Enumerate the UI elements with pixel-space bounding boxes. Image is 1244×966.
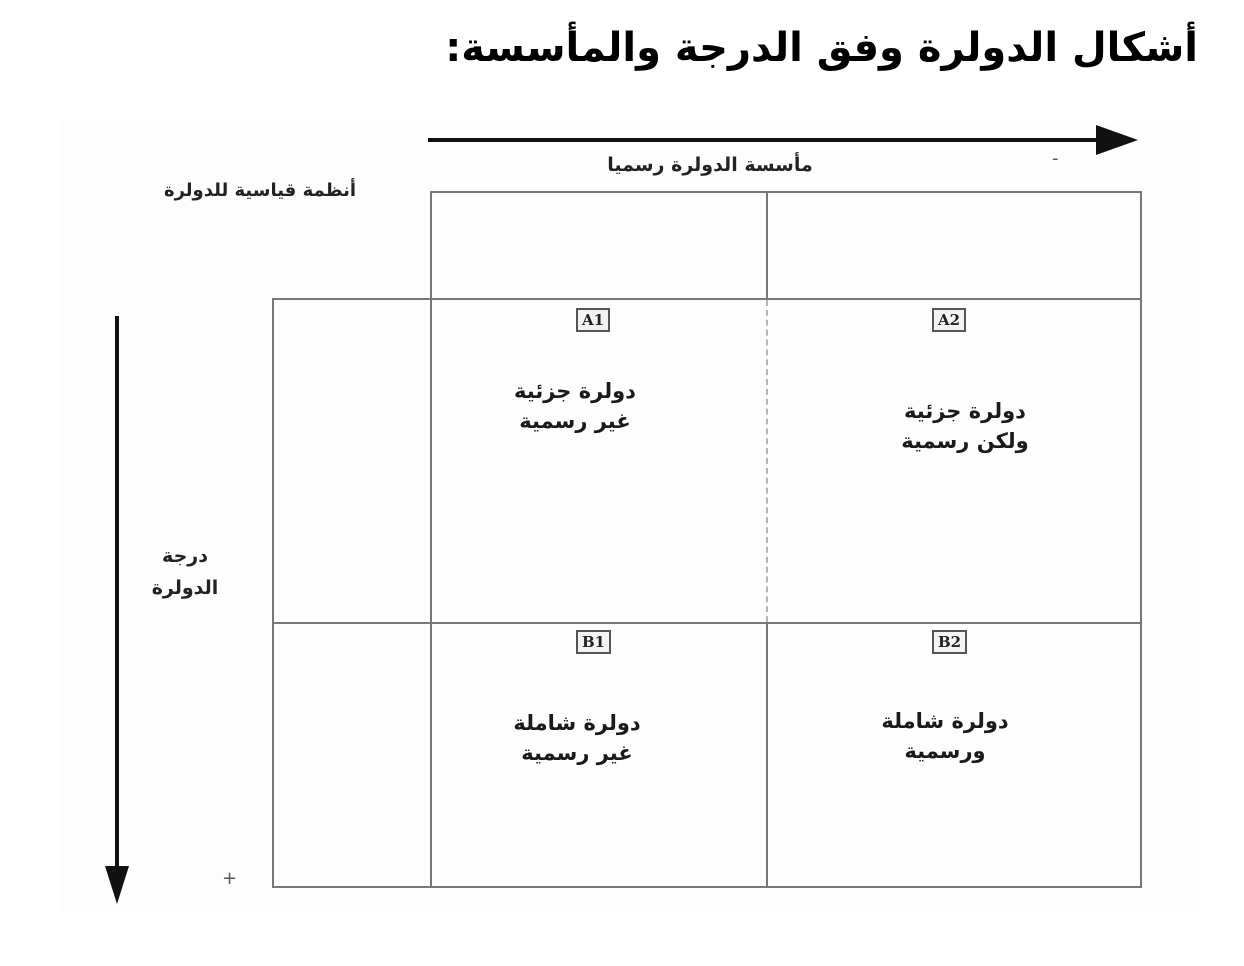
dollarization-matrix-diagram [60,122,1200,912]
grid-right-border [1140,191,1142,888]
vertical-axis-label-line2: الدولرة [151,577,219,599]
cell-a2-code: A2 [932,308,966,332]
vertical-axis-label-line1: درجة [162,545,208,567]
cell-b1-text [472,708,682,768]
vertical-axis-label [130,540,240,604]
grid-line-column-2-dashed [766,300,768,622]
grid-line-column-2-lower [766,622,768,888]
cell-b1-line2: غير رسمية [521,741,633,765]
cell-b2-line1: دولرة شاملة [881,709,1009,733]
cell-a1-text [470,376,680,436]
horizontal-axis-label: مأسسة الدولرة رسميا [607,154,813,176]
grid-line-column-1 [430,191,432,888]
grid-line-row-b [272,622,1142,624]
grid-line-column-2-upper [766,191,768,300]
cell-a1-line2: غير رسمية [519,409,631,433]
cell-b1-code: B1 [576,630,611,654]
grid-bottom-border [272,886,1142,888]
vertical-axis-arrow [102,316,132,906]
cell-b2-line2: ورسمية [904,739,986,763]
grid-left-border [272,298,274,888]
horizontal-axis-minus-sign: - [1052,148,1059,169]
page-title: أشكال الدولرة وفق الدرجة والمأسسة: [445,25,1198,71]
cell-a2-line1: دولرة جزئية [904,399,1026,423]
cell-a1-code: A1 [576,308,610,332]
cell-a2-line2: ولكن رسمية [901,429,1029,453]
grid-line-row-a [272,298,1142,300]
corner-label: أنظمة قياسية للدولرة [163,180,357,201]
grid-top-border [430,191,1142,193]
cell-b2-code: B2 [932,630,967,654]
cell-a1-line1: دولرة جزئية [514,379,636,403]
cell-b1-line1: دولرة شاملة [513,711,641,735]
cell-a2-text [860,396,1070,456]
cell-b2-text [840,706,1050,766]
vertical-axis-plus-sign: + [222,868,238,889]
